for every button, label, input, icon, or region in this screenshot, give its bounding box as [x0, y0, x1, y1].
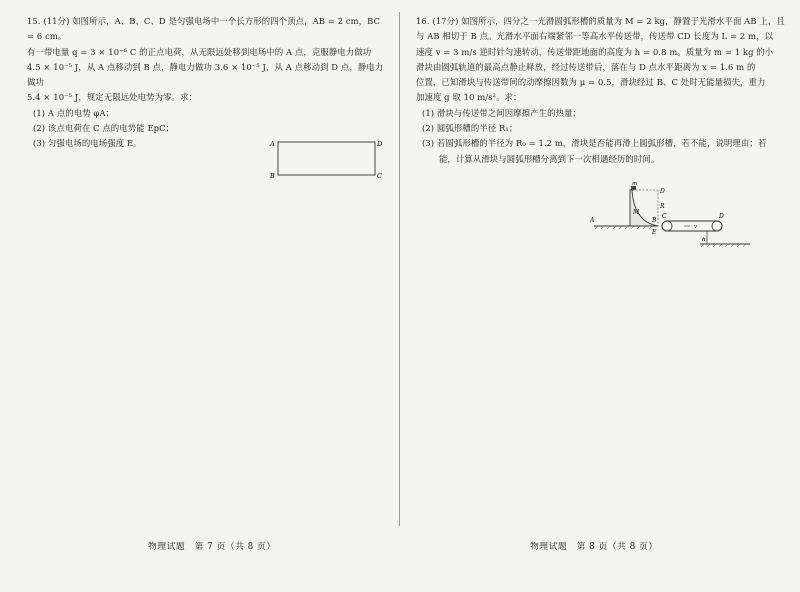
label-D-top: D [660, 188, 665, 195]
exam-page-8 [402, 0, 800, 592]
question-16-sub-3: (3) 若圆弧形槽的半径为 R₀ = 1.2 m，滑块是否能再滑上圆弧形槽，若不能，说明理由；若 [422, 138, 767, 149]
question-16-line-5: 位置，已知滑块与传送带间的动摩擦因数为 μ = 0.5，滑块经过 B、C 处时无能量损失，重力 [416, 77, 766, 88]
label-C: C [662, 213, 667, 220]
arc-conveyor-figure [590, 181, 750, 254]
label-b: B [270, 172, 275, 180]
question-16-sub-3-cont: 能，计算从滑块与圆弧形槽分离到下一次相遇经历的时间。 [422, 153, 660, 164]
question-16 [416, 14, 786, 167]
page-footer-8: 物理试题 第 8 页（共 8 页） [530, 542, 658, 552]
question-15-line-1: 15. (11分) 如图所示，A、B、C、D 是匀强电场中一个长方形的四个顶点，AB = 2 cm，BC = 6 cm。 [27, 16, 381, 42]
question-16-line-3: 速度 v = 3 m/s 逆时针匀速转动，传送带距地面的高度为 h = 0.8 m。质量为 m = 1 kg 的小 [416, 46, 774, 57]
label-m-small: m [632, 181, 638, 187]
label-R: R [660, 203, 665, 210]
label-A: A [590, 217, 595, 224]
question-16-sub-2: (2) 圆弧形槽的半径 R₁； [422, 123, 518, 134]
label-M: M [633, 209, 640, 216]
rectangle-abcd-figure [268, 136, 386, 182]
pulley-right [712, 221, 722, 231]
exam-page-7 [0, 0, 398, 592]
rectangle-abcd [278, 142, 375, 175]
page-footer-7: 物理试题 第 7 页（共 8 页） [148, 542, 276, 552]
label-D: D [719, 213, 724, 220]
label-B: B [652, 217, 657, 224]
question-15-sub-3: (3) 匀强电场的电场强度 E。 [33, 138, 142, 149]
question-15-sub-2: (2) 该点电荷在 C 点的电势能 EpC； [33, 123, 175, 134]
question-15-sub-1: (1) A 点的电势 φA； [33, 107, 115, 118]
question-16-line-2: 与 AB 相切于 B 点。光滑水平面右端紧邻一等高水平传送带，传送带 CD 长度为 L = 2 m，以 [416, 31, 774, 42]
label-h: h [702, 237, 706, 243]
question-15-line-2: 有一带电量 q = 3 × 10⁻⁶ C 的正点电荷，从无限远处移到电场中的 A 点，克服静电力做功 [27, 46, 372, 57]
question-15-line-4: 5.4 × 10⁻⁵ J，规定无限远处电势为零。求： [27, 92, 197, 103]
label-a: A [270, 140, 275, 148]
question-16-line-1: 16. (17分) 如图所示，四分之一光滑圆弧形槽的质量为 M = 2 kg，静置于光滑水平面 AB 上，且 [416, 16, 785, 26]
question-15-line-3: 4.5 × 10⁻⁵ J，从 A 点移动到 B 点，静电力做功 3.6 × 10⁻⁵ J，从 A 点移动到 D 点，静电力做功 [27, 61, 384, 88]
question-16-sub-1: (1) 滑块与传送带之间因摩擦产生的热量； [422, 107, 581, 118]
question-16-line-4: 滑块由圆弧轨道的最高点静止释放，经过传送带后，落在与 D 点水平距离为 x = 1.6 m 的 [416, 61, 756, 72]
label-c: C [377, 172, 382, 180]
label-d: D [377, 140, 383, 148]
label-v: v [694, 224, 698, 230]
pulley-left [662, 221, 672, 231]
page-divider [399, 12, 400, 526]
label-E: E [652, 229, 657, 236]
question-15 [27, 14, 385, 152]
question-16-line-6: 加速度 g 取 10 m/s²。求： [416, 92, 522, 103]
